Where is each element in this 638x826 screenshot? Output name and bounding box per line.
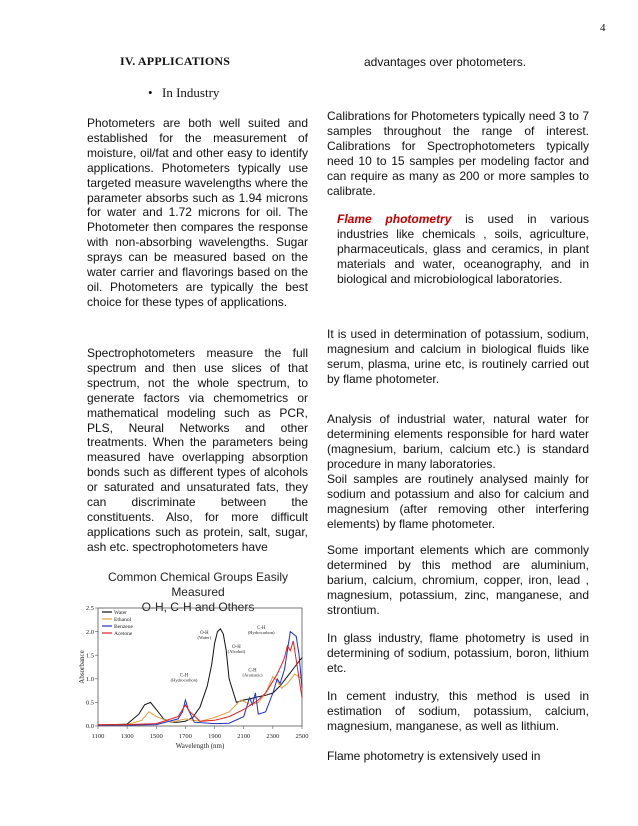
annotation-label: O-H [232,645,241,651]
chart-title-line2: O-H, C-H and Others [141,600,255,614]
y-tick-label: 1.0 [85,676,94,683]
paragraph-soil: Soil samples are routinely analysed mainly for sodium and potassium and also for calcium and magnesium (after removing other interfering elements) by flame photometer. [327,472,589,531]
paragraph-flame-photometry [337,212,589,287]
paragraph-biological: It is used in determination of potassium, sodium, magnesium and calcium in biological fluids like serum, plasma, urine etc, is routinely carried out by flame photometer. [327,327,589,386]
x-axis-label: Wavelength (nm) [175,742,225,750]
legend-label: Benzene [114,624,133,630]
annotation-label: O-H [200,630,209,636]
annotation-label: C-H [257,626,266,632]
paragraph-flame-extensive: Flame photometry is extensively used in [327,749,541,763]
y-tick-label: 0.0 [85,723,94,731]
chart-title-line1: Common Chemical Groups Easily Measured [107,570,289,599]
x-tick-label: 1300 [120,733,134,740]
series-line-ethanol [98,674,302,725]
flame-photometry-desc: is used in various industries like chemicals , soils, agriculture, pharmaceuticals, glass and ceramics, in plant materials and water, oceanography, and in biological and microbiological laboratories. [337,212,590,286]
subheading-text: In Industry [162,85,220,100]
annotation-label: C-H [248,668,257,674]
paragraph-industrial-water: Analysis of industrial water, natural water for determining elements responsible for hard water (magnesium, barium, calcium etc.) is standard procedure in many laboratories. [327,412,589,471]
y-tick-label: 1.5 [85,652,94,660]
paragraph-spectrophotometers: Spectrophotometers measure the full spectrum and then use slices of that spectrum, not the whole spectrum, to generate factors via chemometrics or mathematical modeling such as PCR, PLS, Neural Networks and other treatments. When the parameters being measured have overlapping absorption bonds such as different types of alcohols or saturated and unsaturated fats, they can discriminate between the constituents. Also, for more difficult applications such as protein, salt, sugar, ash etc. spectrophotometers have [87,346,308,554]
x-tick-label: 2300 [266,733,280,740]
subheading [148,85,219,101]
series-line-acetone [98,641,302,725]
legend-label: Acetone [114,631,133,637]
annotation-sublabel: (Water) [197,634,212,640]
x-tick-label: 1700 [178,733,192,740]
y-tick-label: 2.5 [85,605,94,613]
annotation-label: C-H [179,673,189,679]
flame-photometry-term: Flame photometry [337,212,452,226]
section-heading: IV. APPLICATIONS [120,54,231,68]
annotation-sublabel: (Hydrocarbon) [247,630,275,636]
y-axis-label: Absorbance [78,650,86,684]
y-tick-label: 0.5 [85,699,94,707]
legend-label: Water [114,610,127,616]
series-line-water [98,629,302,725]
annotation-sublabel: (Alcohol) [227,649,246,655]
paragraph-elements: Some important elements which are commonly determined by this method are aluminium, barium, calcium, chromium, copper, iron, lead , magnesium, potassium, zinc, manganese, and strontium. [327,543,589,617]
bullet-icon: • [148,85,153,100]
series-line-benzene [98,632,302,726]
legend-label: Ethanol [114,617,132,623]
paragraph-cement: In cement industry, this method is used in estimation of sodium, potassium, calcium, magnesium, manganese, as well as lithium. [327,689,589,733]
annotation-sublabel: (Aromatic) [242,672,263,678]
x-tick-label: 2500 [295,733,309,740]
page-number: 4 [600,22,606,34]
x-tick-label: 1900 [208,733,222,740]
annotation-sublabel: (Hydrocarbon) [170,677,198,683]
y-tick-label: 2.0 [85,628,94,636]
x-tick-label: 1100 [91,733,105,740]
x-tick-label: 1500 [149,733,163,740]
paragraph-glass: In glass industry, flame photometry is used in determining of sodium, potassium, boron, lithium etc. [327,631,589,675]
paragraph-calibrations: Calibrations for Photometers typically need 3 to 7 samples throughout the range of interest. Calibrations for Spectrophotometers typically need 10 to 15 samples per modeling factor and can require as many as 200 or more samples to calibrate. [327,109,589,198]
x-tick-label: 2100 [237,733,251,740]
absorbance-chart [80,600,312,762]
paragraph-photometers: Photometers are both well suited and established for the measurement of moisture, oil/fat and other easy to identify applications. Photometers typically use targeted measure wavelengths where the parameter absorbs such as 1.94 microns for water and 1.72 microns for oil. The Photometer then compares the response with non-absorbing wavelengths. Sugar sprays can be measured based on the water carrier and flavorings based on the oil. Photometers are typically the best choice for these types of applications. [87,116,308,309]
paragraph-advantages: advantages over photometers. [364,55,527,69]
